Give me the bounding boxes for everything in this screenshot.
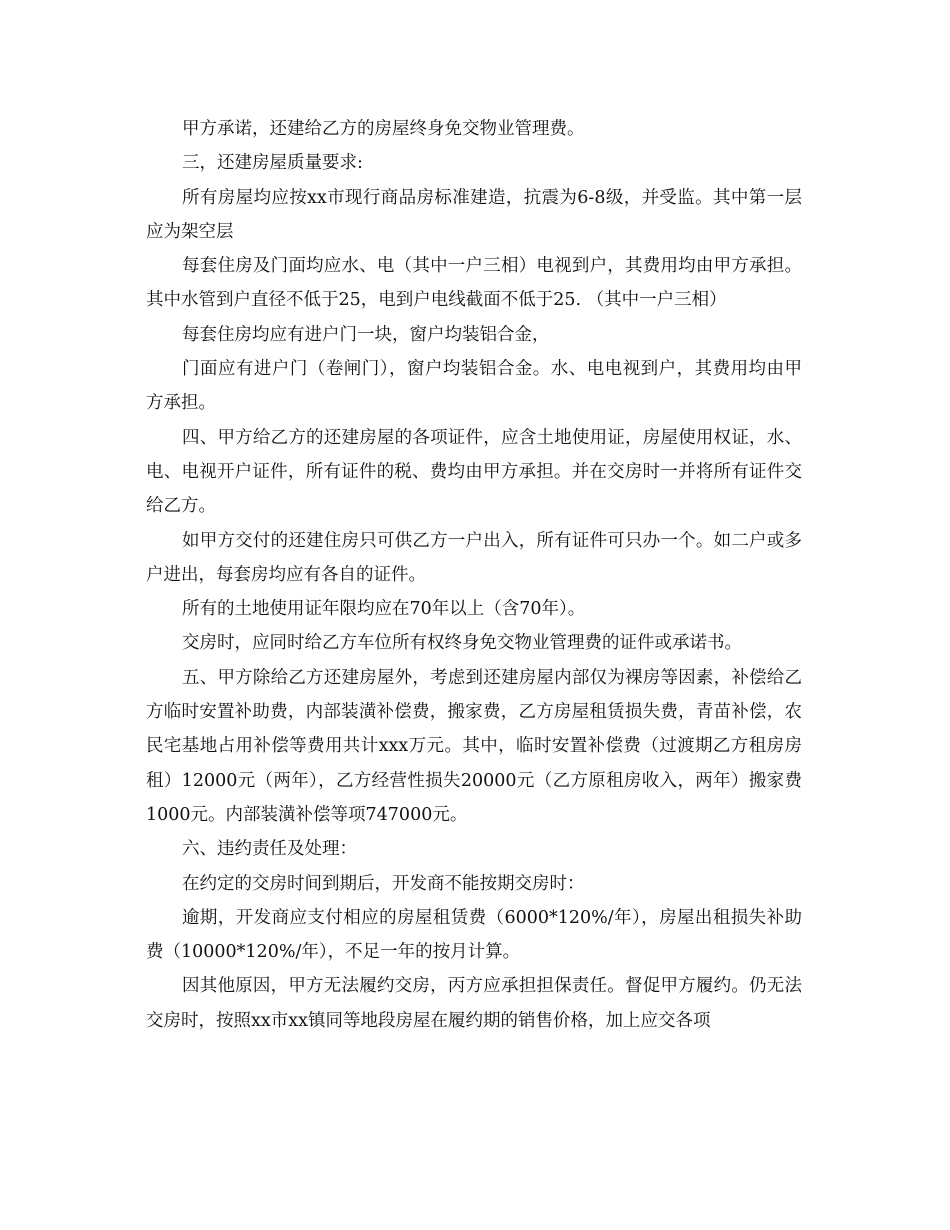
paragraph-owner-promise: 甲方承诺，还建给乙方的房屋终身免交物业管理费。 [182,119,585,139]
paragraph-guarantee: 因其他原因，甲方无法履约交房，丙方应承担担保责任。督促甲方履约。仍无法交房时，按照xx市xx镇同等地段房屋在履约期的销售价格，加上应交各项 [146,976,802,1031]
paragraph-late-delivery: 在约定的交房时间到期后，开发商不能按期交房时： [182,873,585,894]
paragraph-entry-door: 每套住房均应有进户门一块，窗户均装铝合金， [182,324,550,345]
section-heading-liability: 六、违约责任及处理： [182,839,357,860]
section-heading-quality: 三，还建房屋质量要求: [182,153,363,174]
paragraph-overdue-fees: 逾期，开发商应支付相应的房屋租赁费（6000*120%/年），房屋出租损失补助费（10000*120%/年），不足一年的按月计算。 [146,907,802,963]
paragraph-building-standard: 所有房屋均应按xx市现行商品房标准建造，抗震为6-8级，并受监。其中第一层应为架空层 [146,187,802,242]
paragraph-land-term: 所有的土地使用证年限均应在70年以上（含70年）。 [182,599,586,620]
section-heading-compensation: 五、甲方除给乙方还建房屋外，考虑到还建房屋内部仅为裸房等因素，补偿给乙方临时安置补助费，内部装潢补偿费，搬家费，乙方房屋租赁损失费，青苗补偿，农民宅基地占用补偿等费用共计xxx万元。其中，临时安置补偿费（过渡期乙方租房房租）12000元（两年），乙方经营性损失20000元（乙方原租房收入，两年）搬家费1000元。内部装潢补偿等项747000元。 [146,667,802,825]
section-heading-certificates: 四、甲方给乙方的还建房屋的各项证件，应含土地使用证，房屋使用权证，水、电、电视开户证件，所有证件的税、费均由甲方承担。并在交房时一并将所有证件交给乙方。 [146,427,802,517]
paragraph-shopfront-door: 门面应有进户门（卷闸门），窗户均装铝合金。水、电电视到户，其费用均由甲方承担。 [146,359,802,414]
paragraph-certificate-count: 如甲方交付的还建住房只可供乙方一户出入，所有证件可只办一个。如二户或多户进出，每套房均应有各自的证件。 [146,530,802,585]
document-page [146,112,802,1038]
paragraph-parking-certificate: 交房时，应同时给乙方车位所有权终身免交物业管理费的证件或承诺书。 [182,633,742,654]
paragraph-utilities: 每套住房及门面均应水、电（其中一户三相）电视到户，其费用均由甲方承担。其中水管到户直径不低于25，电到户电线截面不低于25. （其中一户三相） [146,256,802,311]
